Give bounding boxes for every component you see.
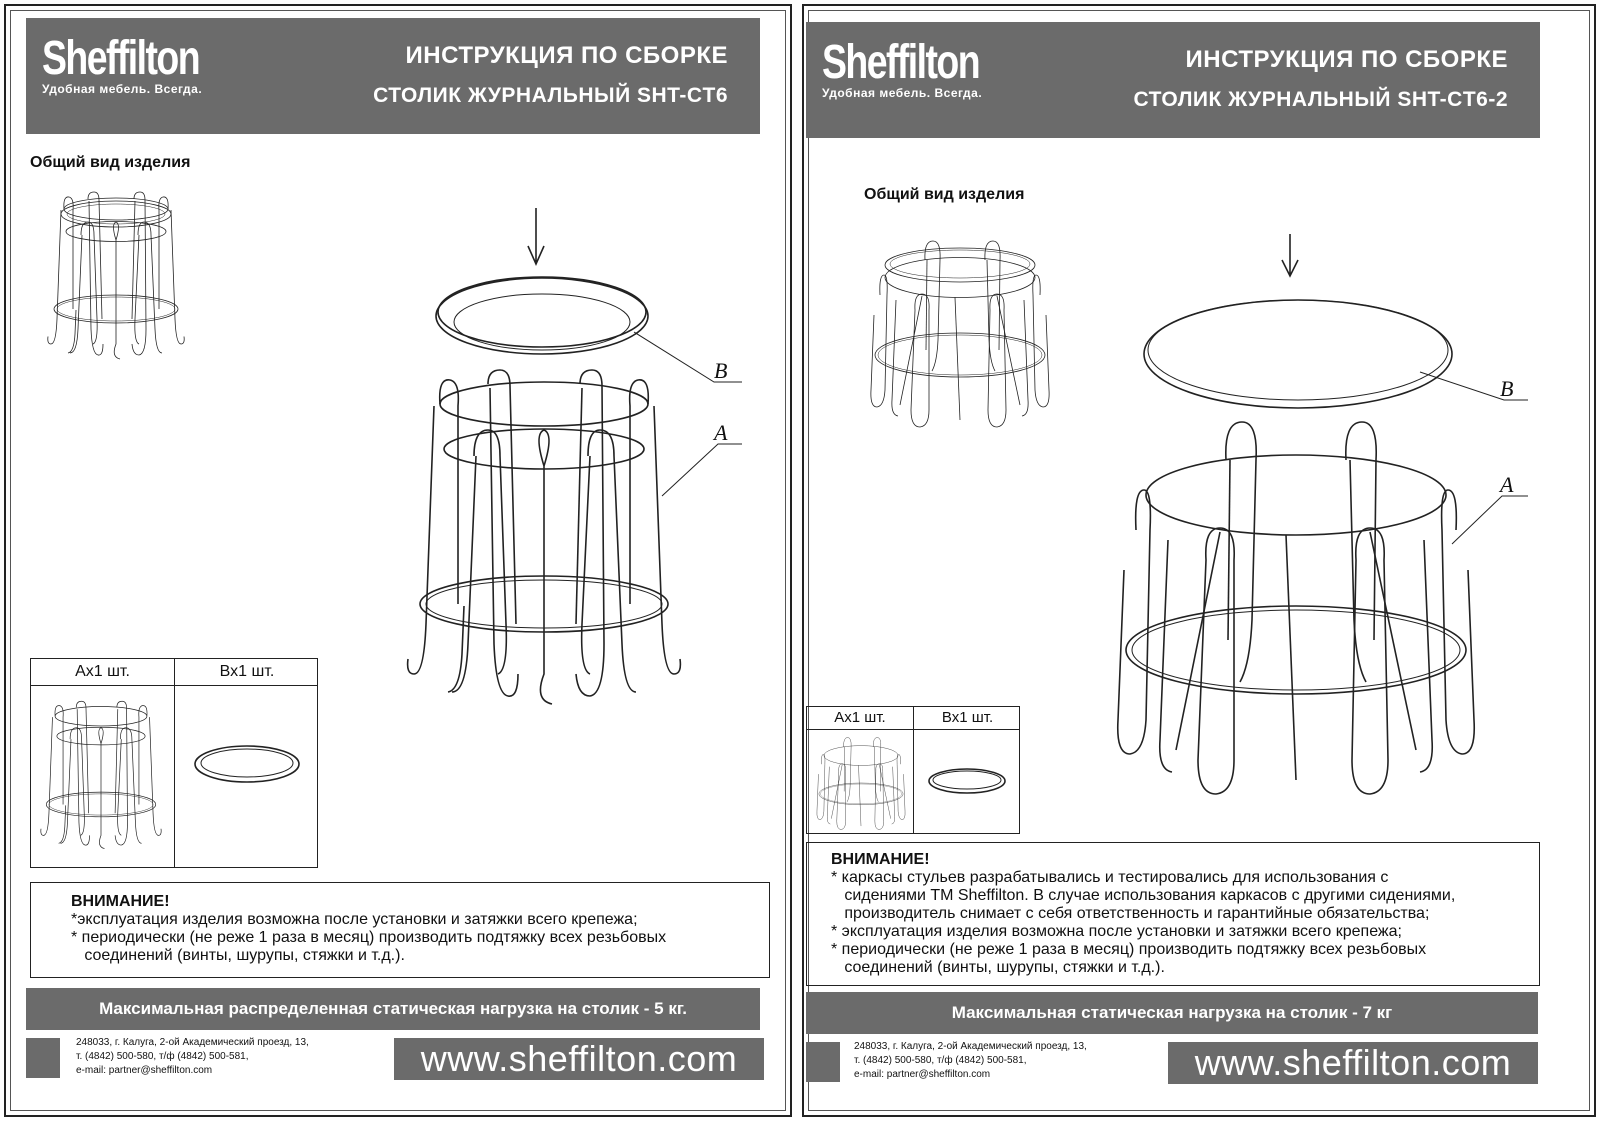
general-view-label: Общий вид изделия: [30, 154, 191, 171]
instruction-page-sht-ct6: [4, 4, 792, 1117]
warning-line-5: * периодически (не реже 1 раза в месяц) производить подтяжку всех резьбовых: [831, 941, 1427, 958]
exploded-view-drawing: [1114, 230, 1534, 810]
part-b-quantity: Вх1 шт.: [941, 709, 994, 726]
contact-address: [854, 1040, 1087, 1082]
address-line-2: т. (4842) 500-580, т/ф (4842) 500-581,: [854, 1055, 1027, 1066]
down-arrow-icon: [1282, 234, 1298, 276]
contact-address: [76, 1036, 309, 1078]
general-view-label: Общий вид изделия: [864, 186, 1025, 203]
max-load-banner: Максимальная распределенная статическая нагрузка на столик - 5 кг.: [26, 988, 760, 1030]
address-line-1: 248033, г. Калуга, 2-ой Академический проезд, 13,: [76, 1037, 309, 1048]
parts-table-header: [31, 659, 317, 686]
part-a-frame-drawing: [39, 703, 163, 853]
warning-title: ВНИМАНИЕ!: [831, 851, 930, 868]
warning-line-6: соединений (винты, шурупы, стяжки и т.д.).: [831, 959, 1165, 976]
part-b-quantity: Вх1 шт.: [219, 663, 275, 680]
brand-name: Sheffilton: [42, 32, 200, 85]
exploded-view-drawing: [404, 202, 764, 722]
callout-b-label: B: [1500, 376, 1514, 401]
website-url: www.sheffilton.com: [394, 1038, 764, 1080]
parts-table: [806, 706, 1020, 834]
callout-a-label: A: [714, 420, 728, 445]
address-line-3: e-mail: partner@sheffilton.com: [854, 1069, 991, 1080]
header-title: [1133, 40, 1508, 120]
header-title: [373, 36, 728, 116]
instruction-page-sht-ct6-2: [802, 4, 1596, 1117]
overview-drawing: [46, 194, 186, 364]
footer-square: [806, 1042, 840, 1082]
address-line-1: 248033, г. Калуга, 2-ой Академический проезд, 13,: [854, 1041, 1087, 1052]
part-b-tabletop-drawing: [191, 739, 303, 789]
warning-line-2: * периодически (не реже 1 раза в месяц) производить подтяжку всех резьбовых: [71, 929, 667, 946]
part-b-tabletop-drawing: [925, 763, 1009, 799]
part-a-quantity: Ах1 шт.: [834, 709, 886, 726]
down-arrow-icon: [528, 208, 544, 264]
brand-tagline: Удобная мебель. Всегда.: [42, 82, 203, 96]
title-line-1: ИНСТРУКЦИЯ ПО СБОРКЕ: [1185, 46, 1508, 73]
page-header: [806, 22, 1540, 138]
address-line-3: e-mail: partner@sheffilton.com: [76, 1065, 213, 1076]
warning-line-2: сидениями ТМ Sheffilton. В случае использования каркасов с другими сидениями,: [831, 887, 1456, 904]
max-load-banner: Максимальная статическая нагрузка на столик - 7 кг: [806, 992, 1538, 1034]
parts-table-divider: [174, 659, 175, 867]
warning-line-3: производитель снимает с себя ответственность и гарантийные обязательства;: [831, 905, 1430, 922]
overview-drawing: [870, 240, 1050, 430]
parts-table-header: [807, 707, 1019, 730]
address-line-2: т. (4842) 500-580, т/ф (4842) 500-581,: [76, 1051, 249, 1062]
warning-box: [806, 842, 1540, 986]
part-a-frame-drawing: [815, 737, 907, 831]
title-line-2: СТОЛИК ЖУРНАЛЬНЫЙ SHT-CT6-2: [1133, 88, 1508, 111]
warning-box: [30, 882, 770, 978]
brand-logo: [822, 38, 1023, 100]
title-line-1: ИНСТРУКЦИЯ ПО СБОРКЕ: [405, 42, 728, 69]
part-a-quantity: Ах1 шт.: [75, 663, 130, 680]
warning-line-1: *эксплуатация изделия возможна после установки и затяжки всего крепежа;: [71, 911, 638, 928]
brand-logo: [42, 34, 243, 96]
warning-line-3: соединений (винты, шурупы, стяжки и т.д.).: [71, 947, 405, 964]
title-line-2: СТОЛИК ЖУРНАЛЬНЫЙ SHT-CT6: [373, 84, 728, 107]
footer-square: [26, 1038, 60, 1078]
warning-line-4: * эксплуатация изделия возможна после установки и затяжки всего крепежа;: [831, 923, 1402, 940]
brand-tagline: Удобная мебель. Всегда.: [822, 86, 983, 100]
page-header: [26, 18, 760, 134]
callout-b-label: B: [714, 358, 728, 383]
website-url: www.sheffilton.com: [1168, 1042, 1538, 1084]
parts-table: [30, 658, 318, 868]
warning-title: ВНИМАНИЕ!: [71, 893, 170, 910]
warning-line-1: * каркасы стульев разрабатывались и тестировались для использования с: [831, 869, 1389, 886]
brand-name: Sheffilton: [822, 36, 980, 89]
callout-a-label: A: [1500, 472, 1514, 497]
